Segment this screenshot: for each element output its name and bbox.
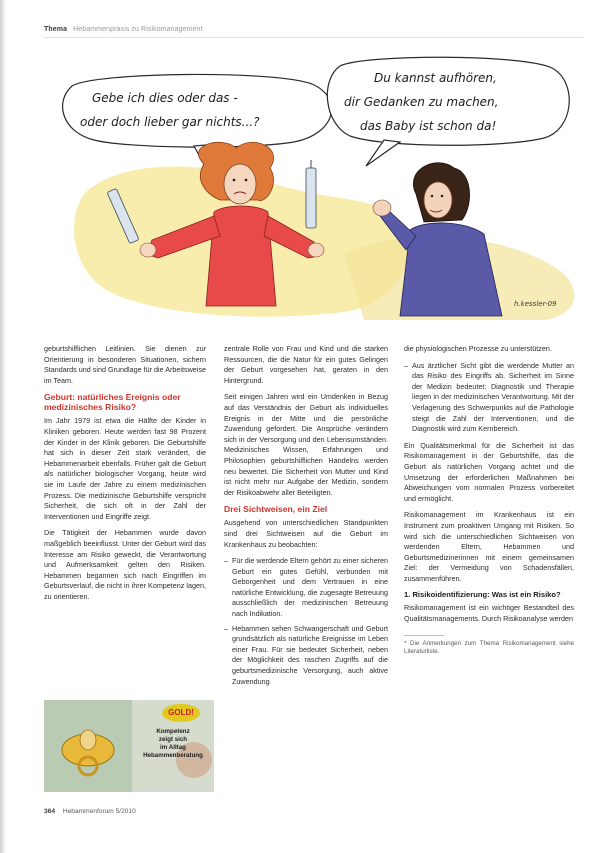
woman-eye-right (245, 179, 248, 182)
woman-shirt (206, 206, 276, 306)
column3-paragraph-2: Risikomanagement im Krankenhaus ist ein Instrument zum proaktiven Umgang mit Risiken. So wird sich die unterschiedlichen Sichtweisen von werdenden Eltern, Hebammen und Geburtsmedizinerinnen mit einem gemeinsamen Ziel: der Vermeidung von Schadensfällen, zusammenführen. (404, 510, 574, 583)
page-header (44, 26, 203, 33)
artist-signature: h.kessler-09 (514, 300, 557, 308)
left-speech-bubble (63, 74, 332, 147)
page-number: 364 (44, 808, 56, 815)
column1-paragraph-2: Die Tätigkeit der Hebammen wurde davon maßgeblich beeinflusst. Unter der Geburt wird das Interesse am Risiko geweckt, die Verantwortung und Aufmerksamkeit gelten den Risiken. Hebammen begannen sich nach Eingriffen im Geburtsverlauf, die nicht in ihrer Kompetenz lagen, zu orientieren. (44, 528, 206, 601)
heading-geburt-risiko: Geburt: natürliches Ereignis oder medizinisches Risiko? (44, 392, 181, 413)
sichtweisen-list (224, 556, 388, 687)
section-subtitle: Hebammenpraxis zu Risikomanagement (73, 26, 203, 33)
section-label: Thema (44, 26, 68, 33)
syringe-right (306, 168, 316, 228)
woman-eye-left (233, 179, 236, 182)
second-woman-eye-right (441, 195, 444, 198)
column2-paragraph-3: Ausgehend von unterschiedlichen Standpunkten sind drei Sichtweisen auf die Geburt im Krankenhaus zu beobachten: (224, 518, 388, 549)
heading-risikoidentifizierung: 1. Risikoidentifizierung: Was ist ein Risiko? (404, 590, 561, 600)
woman-hand-right (308, 243, 324, 257)
text-column-3 (404, 344, 574, 656)
gold-badge: GOLD! (162, 704, 200, 722)
right-bubble-tail (366, 140, 400, 166)
ad-copy (136, 714, 210, 760)
header-divider (44, 37, 584, 38)
page-footer (44, 808, 136, 815)
right-bubble-line3: das Baby ist schon da! (360, 119, 497, 133)
woman-hand-left (140, 243, 156, 257)
second-woman-eye-left (431, 195, 434, 198)
column2-paragraph-1: zentrale Rolle von Frau und Kind und die starken Ressourcen, die die Natur für ein gutes Gelingen der Geburt vorgesehen hat, geraten in den Hintergrund. (224, 344, 388, 385)
right-bubble-line1: Du kannst aufhören, (374, 71, 497, 85)
page-gutter-shadow (0, 0, 6, 853)
left-bubble-line1: Gebe ich dies oder das - (92, 91, 238, 105)
text-column-2 (224, 344, 388, 693)
footnote-divider (404, 635, 444, 636)
footnote: * Die Anmerkungen zum Thema Risikomanagement siehe Literaturliste. (404, 639, 574, 656)
right-bubble-line2: dir Gedanken zu machen, (344, 95, 499, 109)
list-item: – Hebammen sehen Schwangerschaft und Geburt grundsätzlich als natürliche Ereignisse im Leben einer Frau. Für sie bedeutet Sicherheit, neben der Möglichkeit des raschen Zugriffs auf die geburtsmedizinische Versorgung, auch aktive Zuwendung (232, 624, 388, 688)
ad-text-line-1: Kompetenz (156, 728, 190, 735)
cartoon-illustration (44, 44, 584, 336)
column2-paragraph-2: Seit einigen Jahren wird ein Umdenken in Bezug auf das Verständnis der Geburt als individuelles Ereignis in der Mitte und die persönliche Zuwendung gefordert. Die Ansprüche verändern sich in der Versorgung und den Lebensumständen. Medizinisches Wissen, Erfahrungen und Philosophien geburtshilflichen Handelns werden neu bewertet. Die Sicherheit von Mutter und Kind ist nicht mehr nur Aufgabe der Medizin, sondern der Risikoabwehr aller Beteiligten. (224, 392, 388, 497)
column3-paragraph-1: Ein Qualitätsmerkmal für die Sicherheit ist das Risikomanagement in der Geburtshilfe, das die Geburt als natürlichen Vorgang achtet und die Umsetzung der erforderlichen Maßnahmen bei Abweichungen vom normalen Prozess vorbereitet und ermöglicht. (404, 440, 574, 503)
second-woman-face (424, 182, 452, 218)
column3-paragraph-3: Risikomanagement ist ein wichtiger Bestandteil des Qualitätsmanagements. Durch Risikoanalyse werden (404, 603, 574, 624)
column1-intro: geburtshilflichen Leitlinien. Sie dienen zur Orientierung in besonderen Situationen, sichern Standards und sind Grundlage für die Arbeitsweise im Team. (44, 344, 206, 385)
heading-drei-sichtweisen: Drei Sichtweisen, ein Ziel (224, 504, 328, 515)
list-item: – Aus ärztlicher Sicht gibt die werdende Mutter an das Risiko des Eingriffs ab. Sicherheit im Sinne der Medizin bedeutet: Diagnostik und Therapie liegen in der medizinischen Verantwortung. Mit der Verlagerung des Schwerpunkts auf die Pathologie steigt die Zahl der Interventionen, und die Diagnostik wird zum Kernbereich. (412, 361, 574, 435)
pacifier-teat (80, 730, 96, 750)
ad-text-line-4: Hebammenberatung (143, 752, 203, 759)
second-woman-hand (373, 200, 391, 216)
column3-paragraph-0: die physiologischen Prozesse zu unterstützen. (404, 344, 552, 353)
ad-text-line-3: im Alltag (160, 744, 186, 751)
ad-text-line-2: zeigt sich (158, 736, 188, 743)
list-item: – Für die werdende Eltern gehört zu einer sicheren Geburt ein gutes Gefühl, verbunden mit Geborgenheit und dem Vertrauen in eine natürliche Entwicklung, die zugesagte Betreuung ausschließlich der medizinischen Betreuung nach Indikation. (232, 556, 388, 620)
column1-paragraph-1: Im Jahr 1979 ist etwa die Hälfte der Kinder in Kliniken geboren. Heute werden fast 98 Prozent der Kinder in der Klinik geboren. Die Geburtshilfe hat sich in dieser Zeit stark verändert, die Hebammenarbeit ebenfalls. Früher galt die Geburt als natürlicher biologischer Vorgang, heute wird sie im Laufe der Jahre zu einem medizinischen Prozess. Die medizinische Geburtshilfe verspricht Sicherheit, die sich oft in der Zahl der Interventionen und Eingriffe zeigt. (44, 416, 206, 521)
aerztliche-sicht-list (404, 361, 574, 435)
left-bubble-line2: oder doch lieber gar nichts...? (80, 115, 260, 129)
woman-face (224, 164, 256, 204)
advertisement[interactable] (44, 700, 214, 792)
text-column-1 (44, 344, 206, 608)
publication-name: Hebammenforum 5/2010 (62, 808, 136, 815)
